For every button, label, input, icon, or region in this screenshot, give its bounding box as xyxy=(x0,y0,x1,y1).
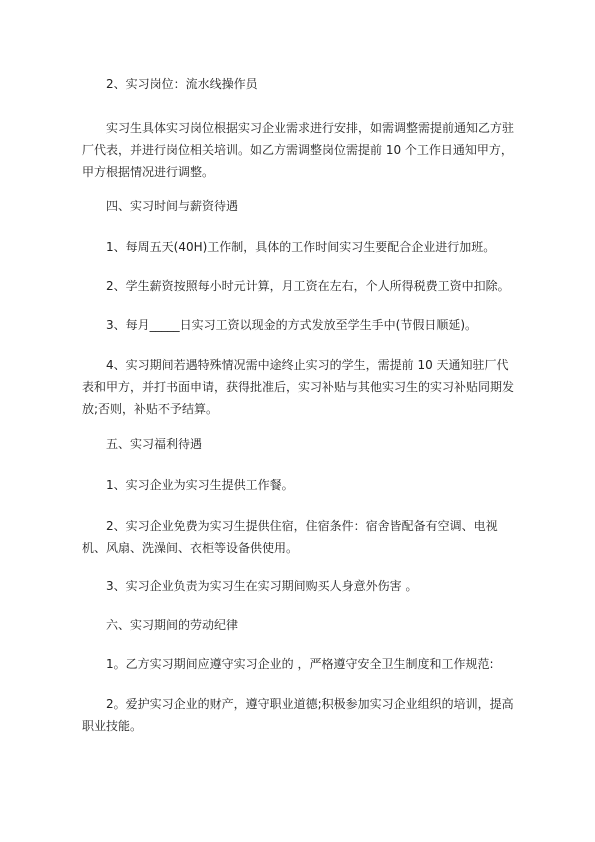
section-heading-benefits: 五、实习福利待遇 xyxy=(106,437,203,451)
paragraph-salary-payment: 3、每月_____日实习工资以现金的方式发放至学生手中(节假日顺延)。 xyxy=(106,318,478,332)
paragraph-accommodation: 2、实习企业免费为实习生提供住宿，住宿条件：宿舍皆配备有空调、电视机、风扇、洗澡间、衣柜等设备供使用。 xyxy=(82,519,498,555)
section-heading-labor-discipline: 六、实习期间的劳动纪律 xyxy=(106,618,239,632)
section-heading-time-salary: 四、实习时间与薪资待遇 xyxy=(106,199,239,213)
paragraph-salary-calculation: 2、学生薪资按照每小时元计算，月工资在左右，个人所得税费工资中扣除。 xyxy=(106,279,510,293)
paragraph-property-ethics: 2。爱护实习企业的财产，遵守职业道德;积极参加实习企业组织的培训，提高职业技能。 xyxy=(82,697,514,733)
paragraph-work-schedule: 1、每周五天(40H)工作制，具体的工作时间实习生要配合企业进行加班。 xyxy=(106,240,496,254)
paragraph-internship-position: 2、实习岗位：流水线操作员 xyxy=(106,77,258,91)
paragraph-early-termination: 4、实习期间若遇特殊情况需中途终止实习的学生，需提前 10 天通知驻厂代表和甲方，并打书面申请，获得批准后，实习补贴与其他实习生的实习补贴同期发放;否则，补贴不予结算。 xyxy=(82,358,515,416)
paragraph-position-arrangement: 实习生具体实习岗位根据实习企业需求进行安排，如需调整需提前通知乙方驻厂代表，并进行岗位相关培训。如乙方需调整岗位需提前 10 个工作日通知甲方，甲方根据情况进行调整。 xyxy=(82,121,515,179)
paragraph-insurance: 3、实习企业负责为实习生在实习期间购买人身意外伤害 。 xyxy=(106,579,418,593)
paragraph-meals: 1、实习企业为实习生提供工作餐。 xyxy=(106,478,294,492)
paragraph-safety-rules: 1。乙方实习期间应遵守实习企业的 ，严格遵守安全卫生制度和工作规范: xyxy=(106,657,494,671)
